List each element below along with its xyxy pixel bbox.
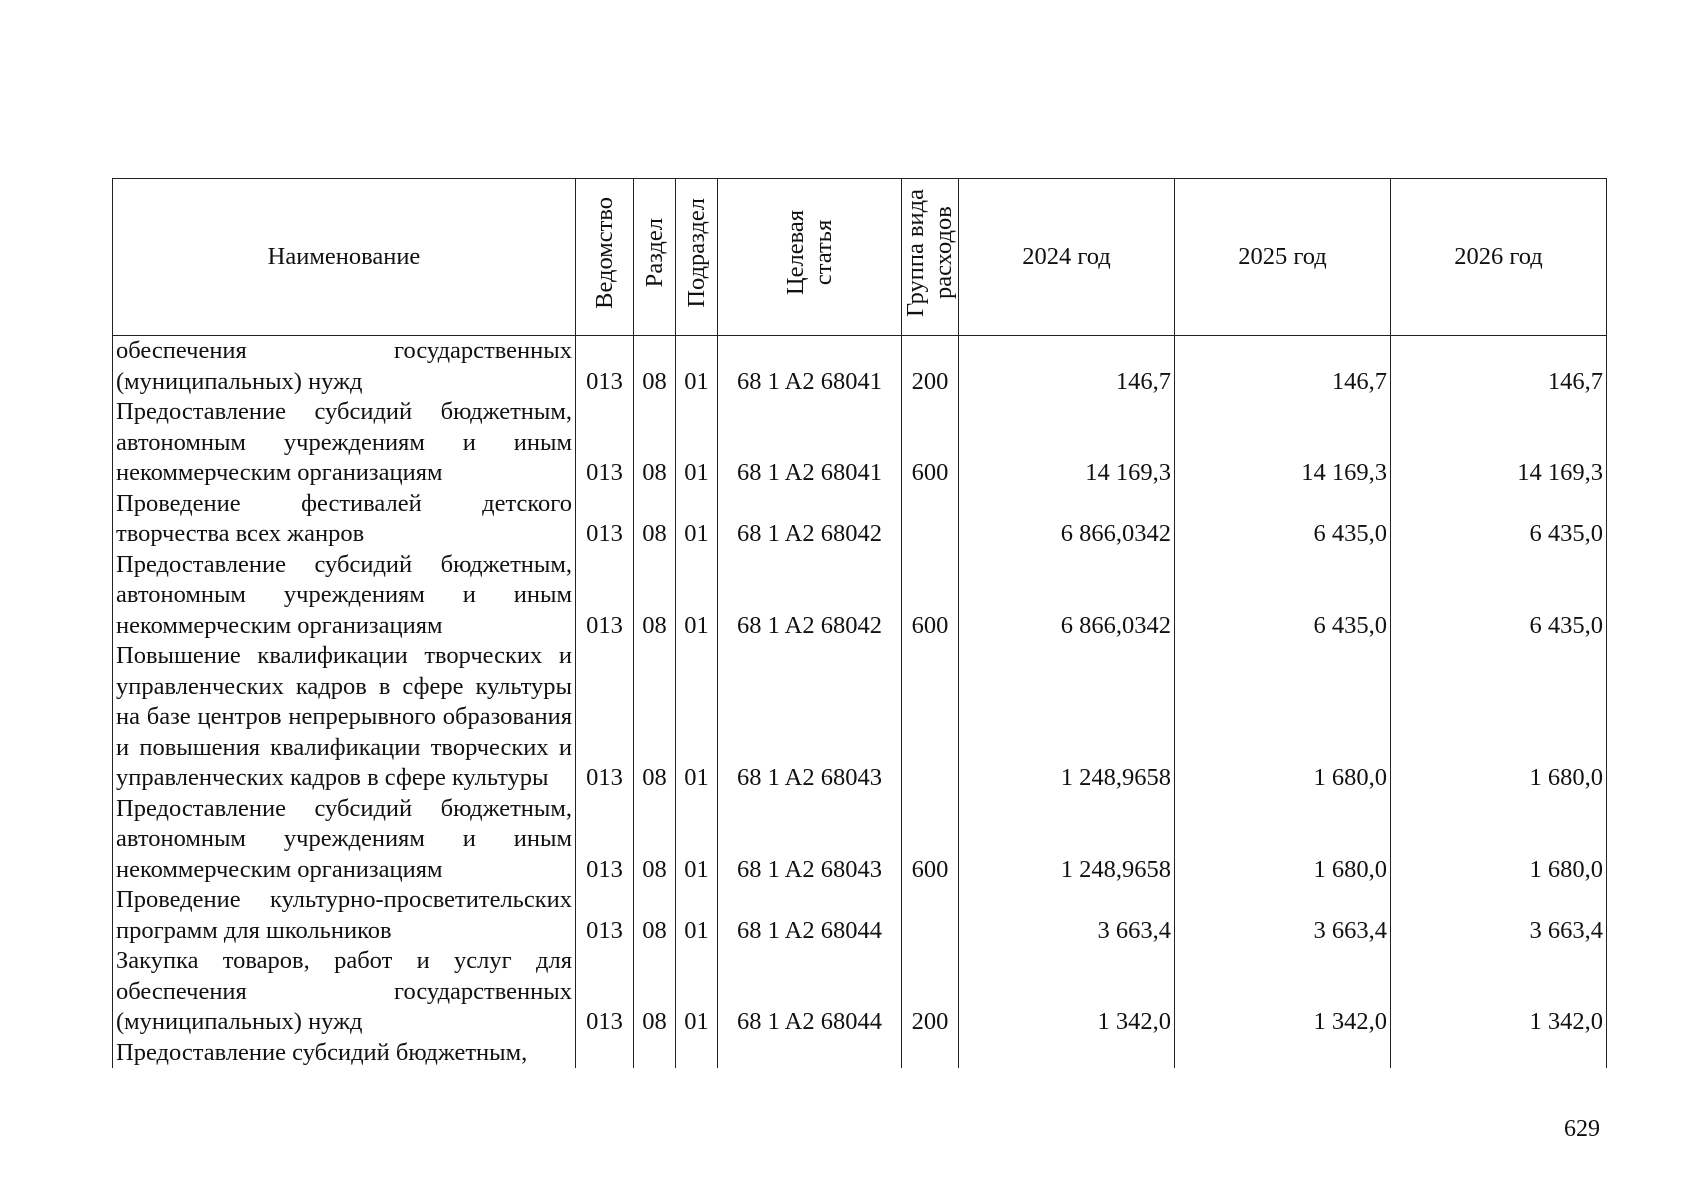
row-podrazdel: 01 <box>676 885 718 946</box>
header-name: Наименование <box>113 179 576 336</box>
row-amount-2025: 146,7 <box>1175 336 1391 398</box>
row-podrazdel: 01 <box>676 641 718 794</box>
row-vedomstvo: 013 <box>576 946 634 1038</box>
row-amount-2024 <box>959 1038 1175 1069</box>
row-amount-2026: 1 680,0 <box>1391 794 1607 886</box>
row-expense-group <box>902 641 959 794</box>
table-row <box>113 1038 1607 1069</box>
row-expense-group <box>902 1038 959 1069</box>
row-podrazdel: 01 <box>676 550 718 642</box>
row-expense-group <box>902 489 959 550</box>
row-name: Закупка товаров, работ и услуг для обеспечения государственных (муниципальных) нужд <box>113 946 576 1038</box>
row-name: Предоставление субсидий бюджетным, <box>113 1038 576 1069</box>
row-podrazdel: 01 <box>676 489 718 550</box>
row-expense-group: 600 <box>902 550 959 642</box>
row-target-article: 68 1 A2 68044 <box>718 946 902 1038</box>
row-razdel: 08 <box>634 489 676 550</box>
row-amount-2026: 3 663,4 <box>1391 885 1607 946</box>
row-podrazdel: 01 <box>676 794 718 886</box>
row-amount-2024: 3 663,4 <box>959 885 1175 946</box>
header-year-2024: 2024 год <box>959 179 1175 336</box>
row-amount-2026: 14 169,3 <box>1391 397 1607 489</box>
row-amount-2025: 3 663,4 <box>1175 885 1391 946</box>
row-target-article: 68 1 A2 68044 <box>718 885 902 946</box>
row-expense-group: 600 <box>902 794 959 886</box>
row-amount-2025 <box>1175 1038 1391 1069</box>
row-target-article: 68 1 A2 68041 <box>718 336 902 398</box>
row-target-article: 68 1 A2 68041 <box>718 397 902 489</box>
row-amount-2026: 6 435,0 <box>1391 489 1607 550</box>
row-razdel: 08 <box>634 946 676 1038</box>
row-target-article: 68 1 A2 68042 <box>718 489 902 550</box>
table-row <box>113 550 1607 642</box>
row-amount-2025: 1 680,0 <box>1175 794 1391 886</box>
row-amount-2024: 146,7 <box>959 336 1175 398</box>
budget-table <box>112 178 1607 1068</box>
row-razdel: 08 <box>634 794 676 886</box>
row-target-article <box>718 1038 902 1069</box>
header-expense-group: Группа вида расходов <box>902 179 959 336</box>
table-header <box>113 179 1607 336</box>
row-expense-group: 600 <box>902 397 959 489</box>
row-amount-2024: 1 248,9658 <box>959 794 1175 886</box>
row-vedomstvo: 013 <box>576 336 634 398</box>
row-amount-2024: 1 248,9658 <box>959 641 1175 794</box>
row-vedomstvo: 013 <box>576 641 634 794</box>
table-row <box>113 489 1607 550</box>
row-name: Повышение квалификации творческих и управленческих кадров в сфере культуры на базе центров непрерывного образования и повышения квалификации творческих и управленческих кадров в сфере культуры <box>113 641 576 794</box>
table-row <box>113 885 1607 946</box>
row-target-article: 68 1 A2 68043 <box>718 794 902 886</box>
row-amount-2025: 1 680,0 <box>1175 641 1391 794</box>
header-podrazdel: Подраздел <box>676 179 718 336</box>
header-year-2026: 2026 год <box>1391 179 1607 336</box>
page-number: 629 <box>1564 1116 1600 1142</box>
row-amount-2024: 6 866,0342 <box>959 550 1175 642</box>
row-amount-2025: 6 435,0 <box>1175 550 1391 642</box>
row-vedomstvo: 013 <box>576 794 634 886</box>
row-razdel: 08 <box>634 550 676 642</box>
row-razdel: 08 <box>634 641 676 794</box>
row-name: Проведение культурно-просветительских программ для школьников <box>113 885 576 946</box>
table-body <box>113 336 1607 1069</box>
row-name: Предоставление субсидий бюджетным, автономным учреждениям и иным некоммерческим организациям <box>113 794 576 886</box>
row-podrazdel: 01 <box>676 397 718 489</box>
row-amount-2024: 6 866,0342 <box>959 489 1175 550</box>
header-vedomstvo: Ведомство <box>576 179 634 336</box>
row-target-article: 68 1 A2 68042 <box>718 550 902 642</box>
row-vedomstvo: 013 <box>576 885 634 946</box>
row-name: Проведение фестивалей детского творчества всех жанров <box>113 489 576 550</box>
row-podrazdel <box>676 1038 718 1069</box>
row-razdel: 08 <box>634 397 676 489</box>
row-amount-2026: 1 680,0 <box>1391 641 1607 794</box>
row-name: обеспечения государственных (муниципальных) нужд <box>113 336 576 398</box>
header-year-2025: 2025 год <box>1175 179 1391 336</box>
row-amount-2026: 6 435,0 <box>1391 550 1607 642</box>
row-expense-group: 200 <box>902 336 959 398</box>
row-vedomstvo: 013 <box>576 397 634 489</box>
row-amount-2026 <box>1391 1038 1607 1069</box>
table-row <box>113 946 1607 1038</box>
row-razdel: 08 <box>634 336 676 398</box>
row-amount-2025: 14 169,3 <box>1175 397 1391 489</box>
table-row <box>113 794 1607 886</box>
row-podrazdel: 01 <box>676 946 718 1038</box>
row-razdel: 08 <box>634 885 676 946</box>
row-podrazdel: 01 <box>676 336 718 398</box>
row-amount-2024: 14 169,3 <box>959 397 1175 489</box>
row-name: Предоставление субсидий бюджетным, автономным учреждениям и иным некоммерческим организациям <box>113 397 576 489</box>
row-name: Предоставление субсидий бюджетным, автономным учреждениям и иным некоммерческим организациям <box>113 550 576 642</box>
header-target-article: Целевая статья <box>718 179 902 336</box>
row-vedomstvo: 013 <box>576 550 634 642</box>
row-expense-group <box>902 885 959 946</box>
row-amount-2024: 1 342,0 <box>959 946 1175 1038</box>
row-amount-2025: 6 435,0 <box>1175 489 1391 550</box>
table-row <box>113 397 1607 489</box>
row-razdel <box>634 1038 676 1069</box>
row-amount-2026: 1 342,0 <box>1391 946 1607 1038</box>
row-target-article: 68 1 A2 68043 <box>718 641 902 794</box>
row-vedomstvo: 013 <box>576 489 634 550</box>
table-row <box>113 641 1607 794</box>
row-vedomstvo <box>576 1038 634 1069</box>
table-row <box>113 336 1607 398</box>
row-amount-2025: 1 342,0 <box>1175 946 1391 1038</box>
header-row <box>113 179 1607 336</box>
row-expense-group: 200 <box>902 946 959 1038</box>
header-razdel: Раздел <box>634 179 676 336</box>
row-amount-2026: 146,7 <box>1391 336 1607 398</box>
